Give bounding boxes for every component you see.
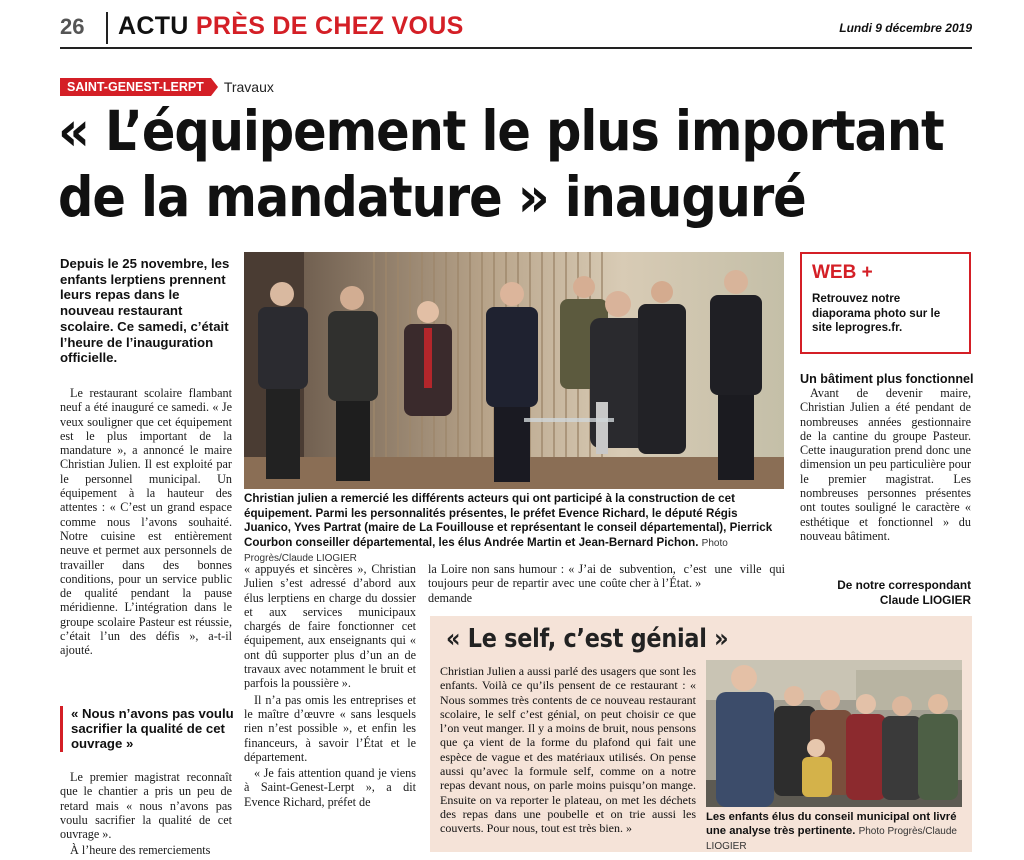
author-signature xyxy=(800,578,971,608)
web-plus-title: WEB + xyxy=(812,262,873,283)
column-4 xyxy=(600,562,785,593)
signature-role: De notre correspondant xyxy=(837,578,971,592)
body-paragraph: de subvention, c’est une ville qui coûte cher à l’État. » xyxy=(600,562,785,591)
body-paragraph: Le premier magistrat reconnaît que le chantier a pris un peu de retard mais « nous n’avons pas voulu sacrifier la qualité de cet ouvrage ». xyxy=(60,770,232,842)
caption-text: Les enfants élus du conseil municipal ont livré une analyse très pertinente. xyxy=(706,811,957,838)
column-1-continued xyxy=(60,770,232,860)
photo-credit: Photo Progrès/Claude LIOGIER xyxy=(244,537,728,565)
body-paragraph: Le restaurant scolaire flambant neuf a été inauguré ce samedi. « Je veux souligner que cet équipement est le plus important de la mandature », a annoncé le maire Christian Julien. Il est exploité par le personnel municipal. Un équipement à la hauteur des attentes : « C’est un grand espace comme nous l’avons souhaité. Notre cuisine est entièrement neuve et permet aux personnels de travailler dans des bonnes conditions, pour un service public de qualité pendant la pause méridienne. L’intégration dans le groupe scolaire Pasteur est réussie, c’était l’un des défis », a-t-il ajouté. xyxy=(60,386,232,658)
subhead: Un bâtiment plus fonctionnel xyxy=(800,372,974,386)
body-paragraph: Avant de devenir maire, Christian Julien a été pendant de nombreuses années gestionnaire de la cantine du groupe Pasteur. Cette inauguration prend donc une dimension un peu particulière pour le premier magistrat. Les nombreuses personnes présentes ont toutes souligné le caractère « esthétique et fonctionnel » du nouveau bâtiment. xyxy=(800,386,971,543)
inauguration-photo xyxy=(244,252,784,489)
signature-name: Claude LIOGIER xyxy=(879,593,971,607)
body-paragraph: « appuyés et sincères », Christian Julien s’est adressé d’abord aux élus lerptiens en charge du dossier et aux services municipaux chargés de faire fonctionner cet équipement, aux enseignants qui « ont dû supporter plus d’un an de travaux avec notamment le bruit et parfois la poussière ». xyxy=(244,562,416,691)
section-name: PRÈS DE CHEZ VOUS xyxy=(195,12,464,40)
caption-text: Christian julien a remercié les différents acteurs qui ont participé à la construction de cet équipement. Parmi les personnalités présentes, le préfet Evence Richard, le député Régis Juanico, Yves Partrat (maire de La Fouillouse et représentant le conseil départemental), Pierrick Courbon conseiller départemental, les élus Andrée Martin et Jean-Bernard Pichon. xyxy=(244,492,773,549)
column-3 xyxy=(428,562,596,607)
photo-credit: Photo Progrès/Claude LIOGIER xyxy=(706,826,957,853)
header-rule xyxy=(60,47,972,49)
body-paragraph: Il n’a pas omis les entreprises et le maître d’œuvre « sans lesquels rien n’est possible », et enfin les financeurs, à savoir l’État et le département. xyxy=(244,692,416,764)
headline-line-2: de la mandature » inauguré xyxy=(58,165,806,229)
kicker xyxy=(60,78,274,96)
children-photo-image xyxy=(706,660,962,807)
web-plus-box xyxy=(800,252,971,354)
article-lead: Depuis le 25 novembre, les enfants lerptiens prennent leurs repas dans le nouveau restaurant scolaire. Ce samedi, c’était l’heure de l’inauguration officielle. xyxy=(60,256,230,366)
web-plus-text: Retrouvez notre diaporama photo sur le site leprogres.fr. xyxy=(812,292,941,334)
page-number: 26 xyxy=(60,14,85,39)
header-divider xyxy=(106,12,108,44)
inauguration-photo-image xyxy=(244,252,784,489)
issue-date: Lundi 9 décembre 2019 xyxy=(839,21,972,35)
inauguration-photo-caption xyxy=(244,492,786,567)
headline-line-1: « L’équipement le plus important xyxy=(58,99,944,163)
body-paragraph: la Loire non sans humour : « J’ai toujours peur de repartir avec une demande xyxy=(428,562,596,605)
column-1 xyxy=(60,386,232,660)
body-paragraph: « Je fais attention quand je viens à Saint-Genest-Lerpt », a dit Evence Richard, préfet de xyxy=(244,766,416,809)
children-photo xyxy=(706,660,962,807)
pull-quote: « Nous n’avons pas voulu sacrifier la qualité de cet ouvrage » xyxy=(60,706,234,752)
self-box-text xyxy=(440,664,696,836)
page-header xyxy=(60,10,972,46)
self-box-title: « Le self, c’est génial » xyxy=(446,624,729,654)
column-5 xyxy=(800,386,971,545)
children-photo-caption xyxy=(706,810,968,855)
column-2 xyxy=(244,562,416,811)
tag-arrow-icon xyxy=(211,78,218,96)
section-prefix: ACTU xyxy=(118,12,189,40)
body-paragraph: À l’heure des remerciements xyxy=(70,843,211,858)
location-tag: SAINT-GENEST-LERPT xyxy=(60,78,211,96)
section-title xyxy=(118,12,464,41)
subsection-label: Travaux xyxy=(223,79,274,95)
body-paragraph: Christian Julien a aussi parlé des usagers que sont les enfants. Voilà ce qu’ils pensent de ce restaurant : « Nous sommes très contents de ce nouveau restaurant scolaire, le self c’est génial, on peut choisir ce que l’on veut manger. Il y a moins de bruit, nous pensons que ça vient de la forme du plafond qui fait une espèce de vague et des matériaux utilisés. On pense aussi qu’avec la formule self, comme on a notre repas devant nous, on parle moins puisqu’on mange. Ensuite on va reporter le plateau, on met les déchets des repas dans une poubelle et on trie aussi les couverts. Pour nous, tout est très bien. » xyxy=(440,664,696,836)
article-headline xyxy=(58,98,944,230)
